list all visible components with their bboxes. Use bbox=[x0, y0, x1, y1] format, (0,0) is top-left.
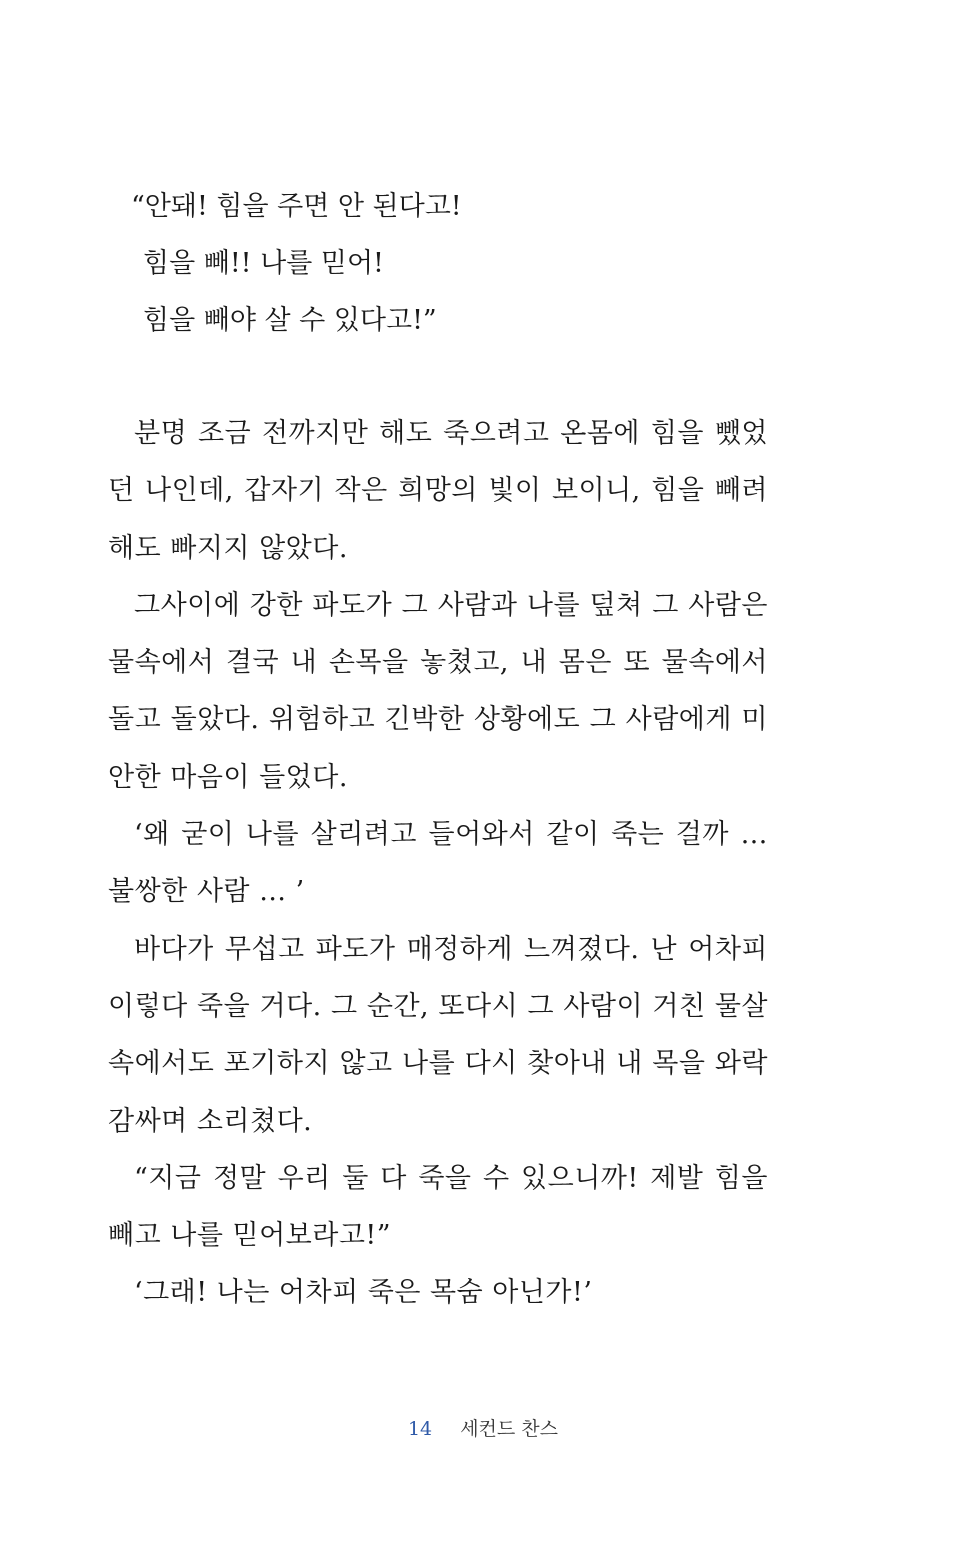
page-footer bbox=[0, 1414, 966, 1444]
text-line: 빼고 나를 믿어보라고!” bbox=[108, 1220, 392, 1252]
text-line: 던 나인데, 갑자기 작은 희망의 빛이 보이니, 힘을 빼려 bbox=[108, 475, 768, 507]
book-title: 세컨드 찬스 bbox=[460, 1418, 559, 1440]
text-line: 이렇다 죽을 거다. 그 순간, 또다시 그 사람이 거친 물살 bbox=[108, 990, 768, 1022]
dialog-line: 힘을 빼!! 나를 믿어! bbox=[143, 248, 384, 279]
text-line: 분명 조금 전까지만 해도 죽으려고 온몸에 힘을 뺐었 bbox=[134, 418, 768, 449]
text-line: 물속에서 결국 내 손목을 놓쳤고, 내 몸은 또 물속에서 bbox=[108, 647, 768, 679]
paragraph bbox=[108, 405, 768, 577]
text-line: 속에서도 포기하지 않고 나를 다시 찾아내 내 목을 와락 bbox=[108, 1048, 768, 1080]
text-line: “지금 정말 우리 둘 다 죽을 수 있으니까! 제발 힘을 bbox=[134, 1162, 769, 1194]
text-line: ‘왜 굳이 나를 살리려고 들어와서 같이 죽는 걸까 … bbox=[134, 819, 768, 851]
body-text bbox=[108, 405, 768, 1322]
dialog-block bbox=[131, 178, 791, 349]
text-line: 안한 마음이 들었다. bbox=[108, 761, 348, 793]
text-line: 돌고 돌았다. 위험하고 긴박한 상황에도 그 사람에게 미 bbox=[108, 704, 768, 736]
dialog-line: “안돼! 힘을 주면 안 된다고! bbox=[131, 191, 462, 222]
paragraph bbox=[108, 1264, 768, 1321]
paragraph bbox=[108, 1150, 768, 1265]
text-line: 바다가 무섭고 파도가 매정하게 느껴졌다. 난 어차피 bbox=[134, 933, 768, 965]
dialog-line: 힘을 빼야 살 수 있다고!” bbox=[143, 305, 437, 336]
text-line: 해도 빠지지 않았다. bbox=[108, 532, 348, 564]
paragraph bbox=[108, 921, 768, 1150]
text-line: ‘그래! 나는 어차피 죽은 목숨 아닌가!’ bbox=[134, 1277, 593, 1309]
paragraph bbox=[108, 806, 768, 921]
text-line: 그사이에 강한 파도가 그 사람과 나를 덮쳐 그 사람은 bbox=[134, 589, 768, 621]
text-line: 감싸며 소리쳤다. bbox=[108, 1105, 313, 1137]
text-line: 불쌍한 사람 … ’ bbox=[108, 876, 305, 908]
paragraph bbox=[108, 577, 768, 806]
page-number: 14 bbox=[407, 1418, 433, 1440]
